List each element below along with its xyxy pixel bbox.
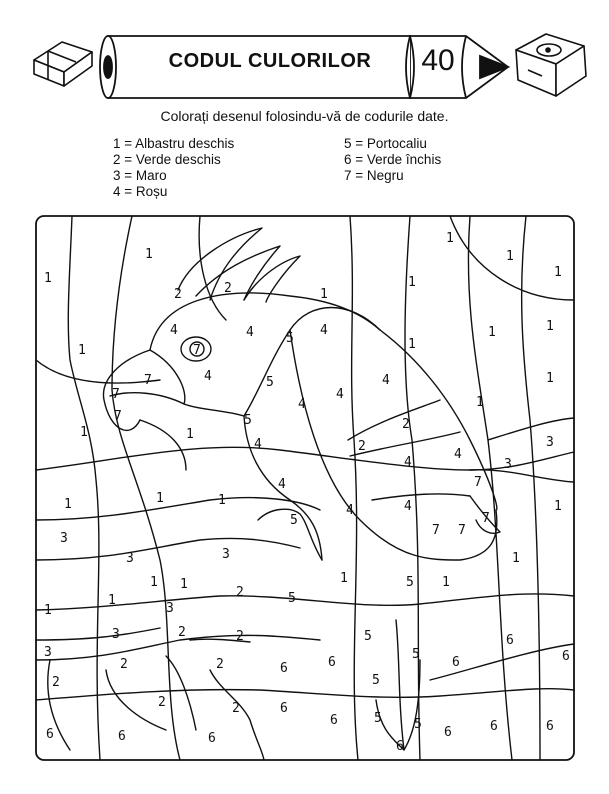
region-number: 5 xyxy=(266,375,274,390)
region-number: 4 xyxy=(278,477,286,492)
region-number: 3 xyxy=(504,457,512,472)
region-number: 7 xyxy=(114,409,122,424)
region-number: 6 xyxy=(562,649,570,664)
region-number: 1 xyxy=(156,491,164,506)
region-number: 2 xyxy=(236,629,244,644)
region-number: 1 xyxy=(44,603,52,618)
region-number: 6 xyxy=(208,731,216,746)
region-number: 3 xyxy=(126,551,134,566)
region-number: 6 xyxy=(490,719,498,734)
region-number: 6 xyxy=(444,725,452,740)
region-number: 6 xyxy=(330,713,338,728)
region-number: 1 xyxy=(554,499,562,514)
region-number: 5 xyxy=(372,673,380,688)
region-number: 6 xyxy=(328,655,336,670)
region-number: 5 xyxy=(286,331,294,346)
region-number: 2 xyxy=(216,657,224,672)
region-number: 6 xyxy=(546,719,554,734)
region-number: 6 xyxy=(280,661,288,676)
region-number: 1 xyxy=(408,337,416,352)
region-number: 1 xyxy=(546,371,554,386)
region-number: 2 xyxy=(174,287,182,302)
region-number: 1 xyxy=(340,571,348,586)
region-number: 5 xyxy=(374,711,382,726)
region-number: 1 xyxy=(186,427,194,442)
region-number: 3 xyxy=(546,435,554,450)
region-number: 5 xyxy=(364,629,372,644)
region-number: 2 xyxy=(236,585,244,600)
region-number: 1 xyxy=(488,325,496,340)
region-number: 5 xyxy=(406,575,414,590)
region-number: 4 xyxy=(298,397,306,412)
region-number: 7 xyxy=(474,475,482,490)
region-number: 5 xyxy=(244,413,252,428)
region-number: 2 xyxy=(120,657,128,672)
legend-item: 1 = Albastru deschis xyxy=(113,136,235,151)
region-number: 4 xyxy=(382,373,390,388)
region-number: 1 xyxy=(446,231,454,246)
region-number: 1 xyxy=(80,425,88,440)
region-number: 1 xyxy=(218,493,226,508)
region-number: 4 xyxy=(336,387,344,402)
region-number: 6 xyxy=(46,727,54,742)
region-number: 7 xyxy=(432,523,440,538)
region-number: 1 xyxy=(64,497,72,512)
region-number: 7 xyxy=(144,373,152,388)
region-number: 3 xyxy=(166,601,174,616)
region-number: 1 xyxy=(78,343,86,358)
region-number: 7 xyxy=(193,343,201,358)
region-number: 1 xyxy=(442,575,450,590)
page-number: 40 xyxy=(421,44,455,77)
region-number: 6 xyxy=(118,729,126,744)
region-number: 6 xyxy=(506,633,514,648)
region-number: 3 xyxy=(44,645,52,660)
region-number: 6 xyxy=(280,701,288,716)
region-number: 1 xyxy=(408,275,416,290)
region-number: 5 xyxy=(290,513,298,528)
region-number: 5 xyxy=(412,647,420,662)
region-number: 2 xyxy=(358,439,366,454)
region-number: 6 xyxy=(452,655,460,670)
region-number: 4 xyxy=(254,437,262,452)
region-number: 1 xyxy=(108,593,116,608)
region-number: 6 xyxy=(396,739,404,754)
page-title: CODUL CULORILOR xyxy=(168,50,372,72)
region-number: 4 xyxy=(404,455,412,470)
region-number: 1 xyxy=(44,271,52,286)
region-number: 4 xyxy=(204,369,212,384)
region-number: 4 xyxy=(320,323,328,338)
legend-item: 5 = Portocaliu xyxy=(344,136,427,151)
instructions: Colorați desenul folosindu-vă de codurile date. xyxy=(160,108,449,124)
region-number: 4 xyxy=(246,325,254,340)
region-number: 3 xyxy=(222,547,230,562)
region-number: 3 xyxy=(60,531,68,546)
region-number: 1 xyxy=(546,319,554,334)
region-number: 4 xyxy=(404,499,412,514)
region-number: 7 xyxy=(458,523,466,538)
region-number: 1 xyxy=(150,575,158,590)
legend-item: 3 = Maro xyxy=(113,168,167,183)
region-number: 1 xyxy=(145,247,153,262)
region-number: 1 xyxy=(512,551,520,566)
region-number: 5 xyxy=(414,717,422,732)
region-number: 2 xyxy=(178,625,186,640)
region-number: 7 xyxy=(112,387,120,402)
region-number: 4 xyxy=(170,323,178,338)
region-number: 4 xyxy=(454,447,462,462)
region-number: 1 xyxy=(554,265,562,280)
region-number: 5 xyxy=(288,591,296,606)
region-number: 2 xyxy=(224,281,232,296)
region-number: 1 xyxy=(320,287,328,302)
region-number: 1 xyxy=(476,395,484,410)
region-number: 3 xyxy=(112,627,120,642)
region-number: 2 xyxy=(52,675,60,690)
region-number: 7 xyxy=(482,511,490,526)
legend-item: 2 = Verde deschis xyxy=(113,152,221,167)
legend-item: 4 = Roșu xyxy=(113,184,168,199)
region-number: 1 xyxy=(180,577,188,592)
legend-item: 6 = Verde închis xyxy=(344,152,442,167)
region-number: 1 xyxy=(506,249,514,264)
region-number: 2 xyxy=(402,417,410,432)
legend-item: 7 = Negru xyxy=(344,168,404,183)
region-number: 2 xyxy=(232,701,240,716)
region-number: 2 xyxy=(158,695,166,710)
region-number: 4 xyxy=(346,503,354,518)
